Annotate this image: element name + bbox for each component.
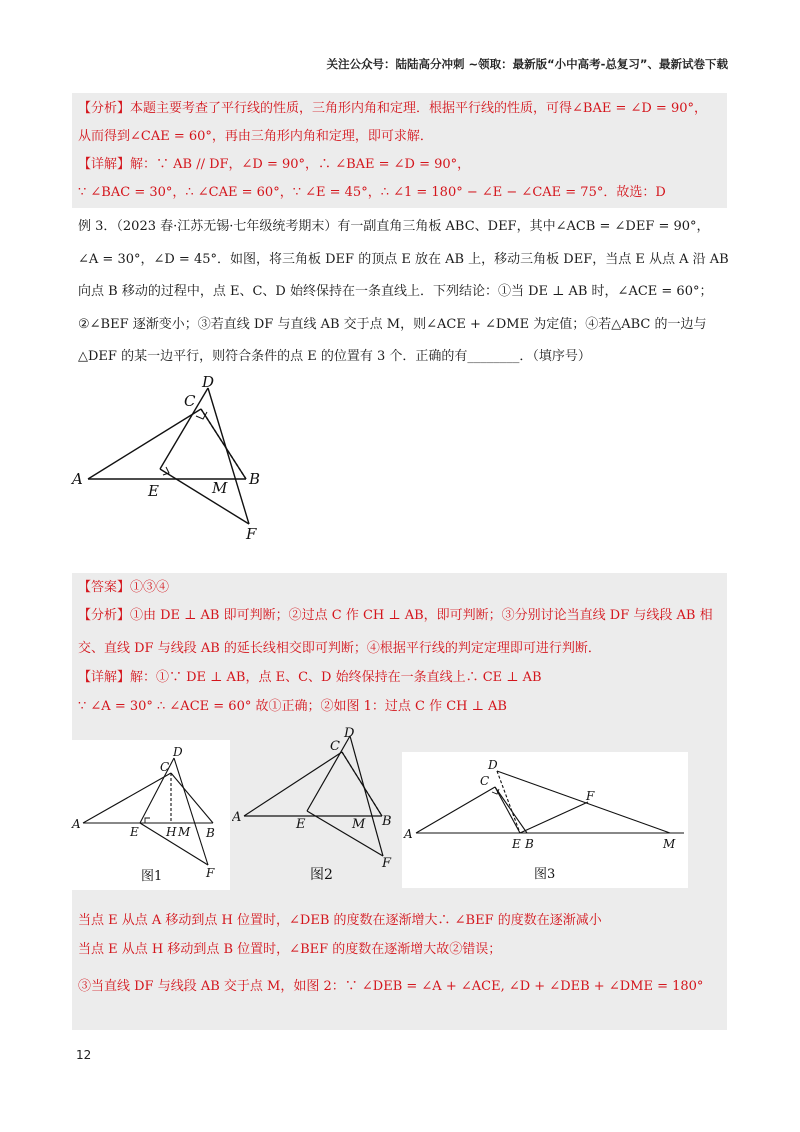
figure-1 [70,740,230,890]
fig2-label-E: E [296,817,306,832]
analysis1-line1: 【分析】本题主要考查了平行线的性质，三角形内角和定理．根据平行线的性质，可得∠BAE = ∠D = 90°， [78,101,707,116]
analysis1-line2: 从而得到∠CAE = 60°，再由三角形内角和定理，即可求解． [78,129,433,144]
example3-line3: 向点 B 移动的过程中，点 E、C、D 始终保持在一条直线上．下列结论：①当 DE ⊥ AB 时，∠ACE = 60°； [78,284,713,299]
analysis2-line2: 交、直线 DF 与线段 AB 的延长线相交即可判断；④根据平行线的判定定理即可进行判断． [78,641,601,656]
main-label-C: C [184,392,196,410]
figure-3 [402,752,688,888]
fig1-label-M: M [178,825,191,839]
fig2-label-B: B [382,814,392,829]
fig3-label-E: E [512,837,521,851]
main-label-A: A [72,470,83,488]
fig3-label-A: A [404,827,413,841]
fig2-caption: 图2 [310,867,333,883]
fig1-label-D: D [173,745,183,759]
detail2-line2: ∵ ∠A = 30° ∴ ∠ACE = 60° 故①正确；②如图 1：过点 C 作 CH ⊥ AB [78,699,507,714]
fig3-label-M: M [663,837,676,851]
analysis2-line1: 【分析】①由 DE ⊥ AB 即可判断；②过点 C 作 CH ⊥ AB，即可判断；③分别讨论当直线 DF 与线段 AB 相 [78,608,713,623]
fig1-label-H: H [166,825,177,839]
answer-line: 【答案】①③④ [78,580,170,595]
main-label-B: B [249,470,261,488]
fig2-label-D: D [344,726,355,741]
main-figure [68,372,278,544]
main-label-D: D [202,373,215,391]
fig2-label-M: M [352,817,366,832]
fig1-label-E: E [130,825,139,839]
detail3-line3: ③当直线 DF 与线段 AB 交于点 M，如图 2：∵ ∠DEB = ∠A + ∠ACE, ∠D + ∠DEB + ∠DME = 180° [78,979,704,994]
fig3-caption: 图3 [534,867,556,882]
example3-line1: 例 3．（2023 春·江苏无锡·七年级统考期末）有一副直角三角板 ABC、DEF，其中∠ACB = ∠DEF = 90°， [78,219,710,234]
example3-line2: ∠A = 30°，∠D = 45°．如图，将三角板 DEF 的顶点 E 放在 AB 上，移动三角板 DEF，当点 E 从点 A 沿 AB [78,252,729,267]
fig2-label-A: A [232,810,242,825]
main-label-E: E [148,482,159,500]
fig2-label-C: C [330,739,340,754]
fig1-caption: 图1 [141,869,163,884]
detail3-line1: 当点 E 从点 A 移动到点 H 位置时，∠DEB 的度数在逐渐增大∴ ∠BEF 的度数在逐渐减小 [78,913,602,928]
fig1-label-C: C [160,760,170,774]
detail2-line1: 【详解】解：①∵ DE ⊥ AB，点 E、C、D 始终保持在一条直线上∴ CE ⊥ AB [78,670,542,685]
main-label-M: M [212,479,228,497]
fig1-label-B: B [206,826,215,840]
fig2-label-F: F [382,856,392,871]
main-label-F: F [246,525,257,543]
fig3-label-D: D [488,758,498,772]
fig1-label-F: F [206,866,215,880]
detail1-line2: ∵ ∠BAC = 30°，∴ ∠CAE = 60°，∵ ∠E = 45°，∴ ∠1 = 180° − ∠E − ∠CAE = 75°．故选：D [78,185,666,200]
figure-2 [232,724,400,886]
page-header: 关注公众号：陆陆高分冲刺 ~领取：最新版“小中高考-总复习”、最新试卷下载 [326,57,728,71]
fig3-label-F: F [586,789,595,803]
fig1-label-A: A [72,817,81,831]
page-number: 12 [76,1048,92,1062]
fig3-label-B: B [525,837,534,851]
example3-line5: △DEF 的某一边平行，则符合条件的点 E 的位置有 3 个．正确的有________．（填序号） [78,349,591,364]
example3-line4: ②∠BEF 逐渐变小；③若直线 DF 与直线 AB 交于点 M，则∠ACE + ∠DME 为定值；④若△ABC 的一边与 [78,317,707,332]
detail1-line1: 【详解】解：∵ AB // DF，∠D = 90°，∴ ∠BAE = ∠D = 90°， [78,157,471,172]
detail3-line2: 当点 E 从点 H 移动到点 B 位置时，∠BEF 的度数在逐渐增大故②错误； [78,942,502,957]
fig3-label-C: C [480,774,490,788]
